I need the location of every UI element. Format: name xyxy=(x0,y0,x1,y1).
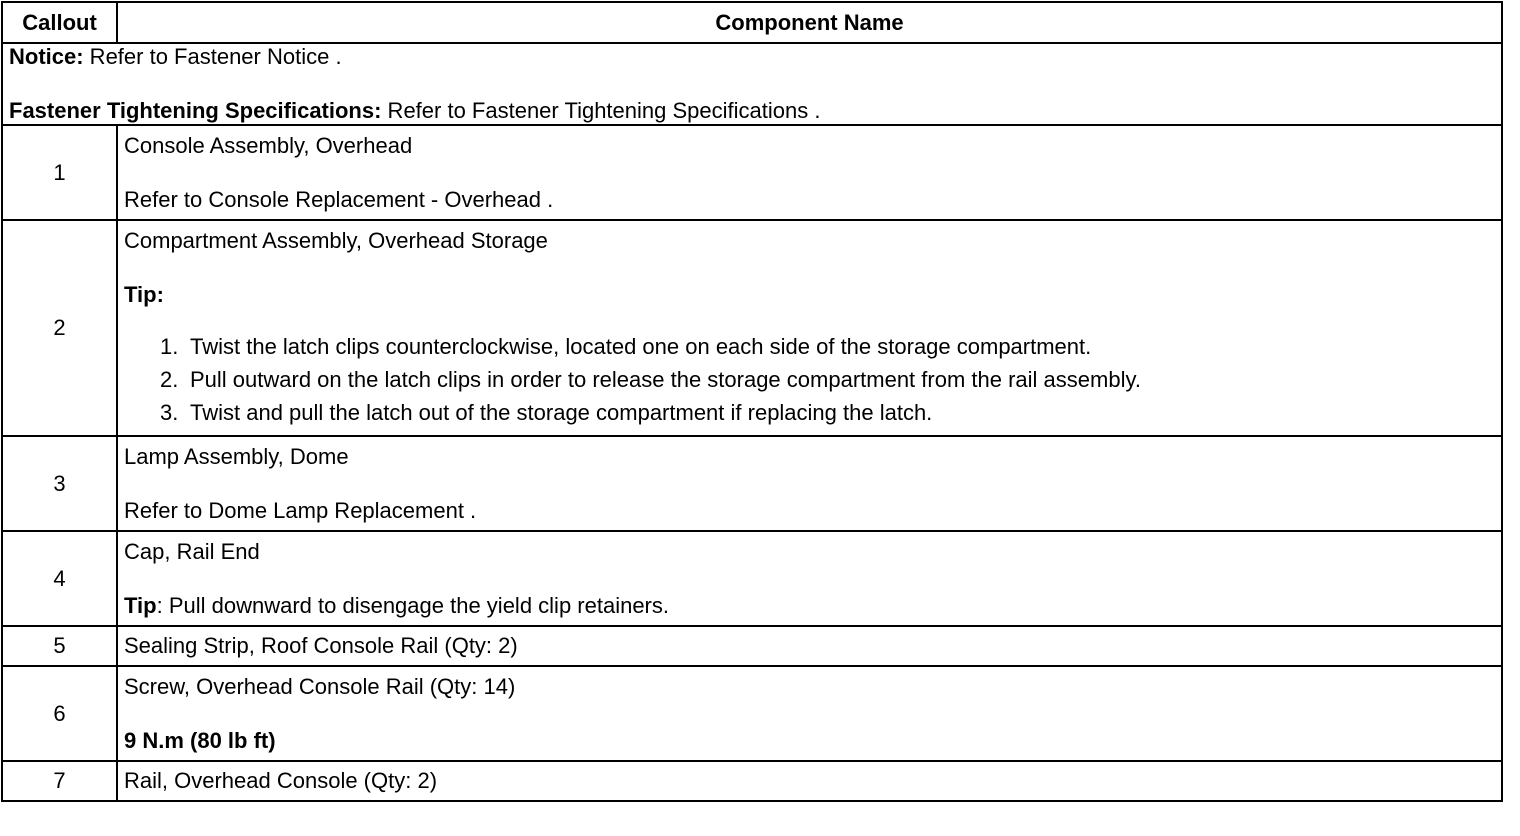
table-row xyxy=(2,666,1502,761)
component-name: Compartment Assembly, Overhead Storage xyxy=(124,228,548,253)
tip-line xyxy=(124,593,1495,619)
component-name: Cap, Rail End xyxy=(124,539,260,564)
component-name: Console Assembly, Overhead xyxy=(124,133,413,158)
callout-number: 3 xyxy=(2,436,117,531)
torque-spec: 9 N.m (80 lb ft) xyxy=(124,728,276,753)
notice-label: Notice: xyxy=(9,44,84,69)
component-cell xyxy=(117,666,1502,761)
step-number: 1. xyxy=(160,334,179,359)
notice-line xyxy=(9,44,1495,70)
tip-steps-list xyxy=(124,330,1495,429)
table-row xyxy=(2,436,1502,531)
tip-text: : Pull downward to disengage the yield clip retainers. xyxy=(156,593,669,618)
component-cell xyxy=(117,125,1502,220)
table-row xyxy=(2,761,1502,801)
list-item xyxy=(160,330,1495,363)
component-name: Sealing Strip, Roof Console Rail (Qty: 2) xyxy=(117,626,1502,666)
list-item xyxy=(160,363,1495,396)
step-text: Pull outward on the latch clips in order to release the storage compartment from the rail assembly. xyxy=(190,367,1141,392)
component-name: Rail, Overhead Console (Qty: 2) xyxy=(117,761,1502,801)
step-number: 2. xyxy=(160,367,179,392)
callout-number: 2 xyxy=(2,220,117,436)
table-row xyxy=(2,626,1502,666)
reference-link[interactable]: Refer to Dome Lamp Replacement . xyxy=(124,498,477,523)
spec-label: Fastener Tightening Specifications: xyxy=(9,98,382,123)
list-item xyxy=(160,396,1495,429)
component-name: Screw, Overhead Console Rail (Qty: 14) xyxy=(124,674,516,699)
callout-number: 1 xyxy=(2,125,117,220)
tip-label: Tip xyxy=(124,593,157,618)
notice-row xyxy=(2,43,1502,125)
callout-number: 6 xyxy=(2,666,117,761)
notice-cell xyxy=(2,43,1502,125)
component-name: Lamp Assembly, Dome xyxy=(124,444,349,469)
callout-number: 5 xyxy=(2,626,117,666)
notice-text: Refer to Fastener Notice . xyxy=(83,44,342,69)
reference-link[interactable]: Refer to Console Replacement - Overhead . xyxy=(124,187,554,212)
callout-header: Callout xyxy=(2,2,117,43)
component-cell xyxy=(117,436,1502,531)
component-table xyxy=(1,1,1503,802)
table-row xyxy=(2,125,1502,220)
component-name-header: Component Name xyxy=(117,2,1502,43)
spec-text: Refer to Fastener Tightening Specifications . xyxy=(381,98,821,123)
step-text: Twist and pull the latch out of the storage compartment if replacing the latch. xyxy=(190,400,933,425)
header-row xyxy=(2,2,1502,43)
table-row xyxy=(2,220,1502,436)
component-cell xyxy=(117,531,1502,626)
callout-number: 4 xyxy=(2,531,117,626)
component-cell xyxy=(117,220,1502,436)
step-number: 3. xyxy=(160,400,179,425)
table-row xyxy=(2,531,1502,626)
callout-number: 7 xyxy=(2,761,117,801)
tip-label: Tip: xyxy=(124,282,164,307)
spec-line xyxy=(9,98,1495,124)
step-text: Twist the latch clips counterclockwise, located one on each side of the storage compartment. xyxy=(190,334,1092,359)
